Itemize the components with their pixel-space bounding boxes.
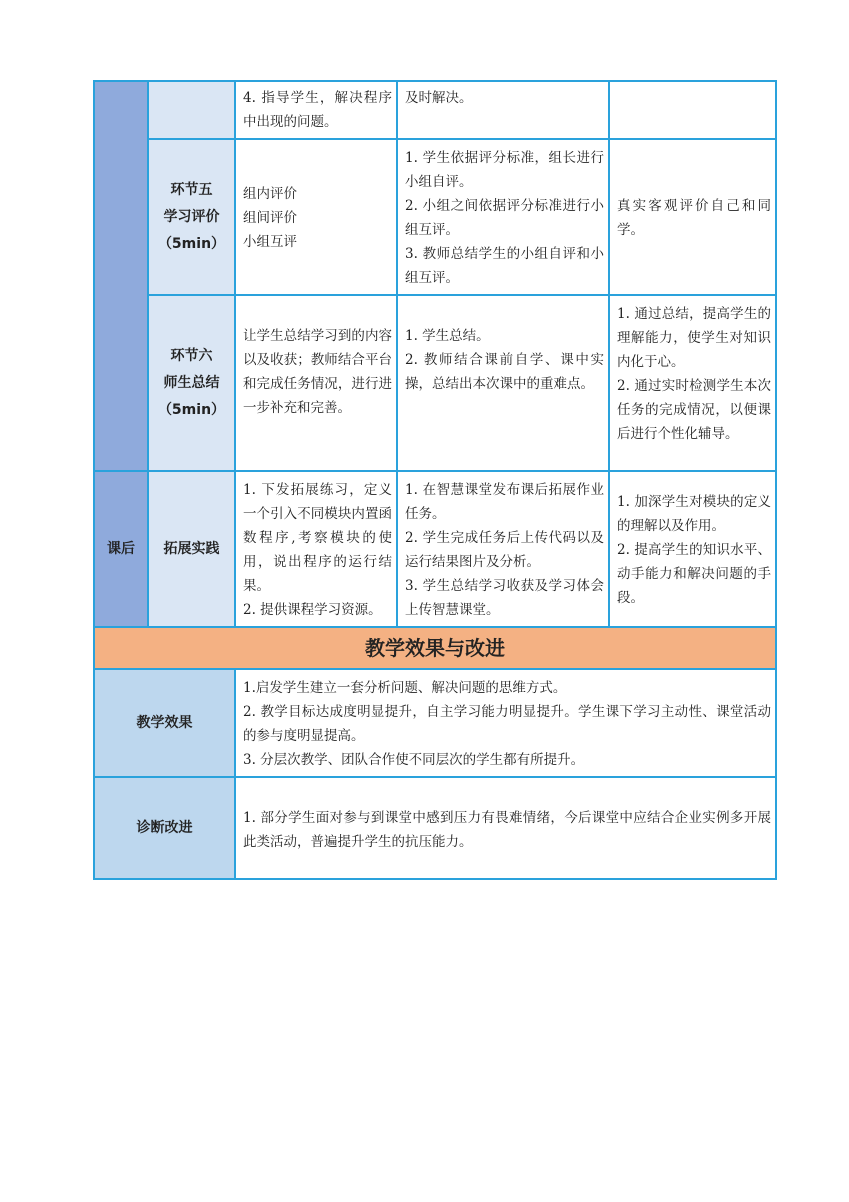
activity-cell (397, 471, 609, 627)
content-line: 小组互评 (243, 234, 297, 250)
stage-cell (148, 295, 235, 471)
intent-line: 2. 通过实时检测学生本次任务的完成情况，以便课后进行个性化辅导。 (617, 378, 771, 442)
effect-line: 1.启发学生建立一套分析问题、解决问题的思维方式。 (243, 680, 567, 696)
activity-line: 1. 在智慧课堂发布课后拓展作业任务。 (405, 482, 604, 522)
section-header-row (94, 627, 776, 669)
content-cell (235, 81, 397, 139)
activity-line: 2. 教师结合课前自学、课中实操，总结出本次课中的重难点。 (405, 352, 604, 392)
content-line: 组内评价 (243, 186, 297, 202)
phase-cell-continued (94, 81, 148, 471)
content-cell (235, 139, 397, 295)
content-line: 组间评价 (243, 210, 297, 226)
table-row (94, 139, 776, 295)
intent-cell (609, 81, 776, 139)
stage-title: 环节五 (170, 181, 213, 198)
improve-row (94, 777, 776, 879)
activity-line: 2. 小组之间依据评分标准进行小组互评。 (405, 198, 604, 238)
activity-line: 1. 学生依据评分标准，组长进行小组自评。 (405, 150, 604, 190)
table-row (94, 81, 776, 139)
activity-line: 2. 学生完成任务后上传代码以及运行结果图片及分析。 (405, 530, 604, 570)
phase-cell: 课后 (94, 471, 148, 627)
stage-duration: （5min） (157, 235, 226, 252)
intent-line: 1. 加深学生对模块的定义的理解以及作用。 (617, 494, 771, 534)
activity-line: 3. 学生总结学习收获及学习体会上传智慧课堂。 (405, 578, 604, 618)
table-row (94, 295, 776, 471)
stage-cell-empty (148, 81, 235, 139)
content-cell (235, 295, 397, 471)
stage-cell (148, 471, 235, 627)
content-line: 2. 提供课程学习资源。 (243, 602, 382, 618)
activity-cell (397, 295, 609, 471)
lesson-plan-table-page (93, 80, 775, 880)
intent-line: 真实客观评价自己和同学。 (617, 198, 771, 238)
activity-cell (397, 81, 609, 139)
activity-line: 及时解决。 (405, 90, 473, 106)
stage-duration: （5min） (157, 401, 226, 418)
content-cell (235, 471, 397, 627)
effect-line: 3. 分层次教学、团队合作使不同层次的学生都有所提升。 (243, 752, 585, 768)
effect-line: 2. 教学目标达成度明显提升，自主学习能力明显提升。学生课下学习主动性、课堂活动的参与度明显提高。 (243, 704, 771, 744)
stage-cell (148, 139, 235, 295)
intent-cell (609, 295, 776, 471)
effect-cell (235, 669, 776, 777)
stage-title: 环节六 (170, 347, 213, 364)
improve-label: 诊断改进 (94, 777, 235, 879)
improve-cell (235, 777, 776, 879)
section-title: 教学效果与改进 (94, 627, 776, 669)
lesson-plan-table (93, 80, 777, 880)
activity-line: 3. 教师总结学生的小组自评和小组互评。 (405, 246, 604, 286)
improve-line: 1. 部分学生面对参与到课堂中感到压力有畏难情绪，今后课堂中应结合企业实例多开展此类活动，普遍提升学生的抗压能力。 (243, 810, 771, 850)
table-row (94, 471, 776, 627)
content-line: 1. 下发拓展练习，定义一个引入不同模块内置函数程序,考察模块的使用，说出程序的运行结果。 (243, 482, 392, 594)
stage-subtitle: 学习评价 (163, 208, 220, 225)
intent-line: 1. 通过总结，提高学生的理解能力，使学生对知识内化于心。 (617, 306, 771, 370)
intent-cell (609, 139, 776, 295)
stage-subtitle: 师生总结 (163, 374, 220, 391)
activity-line: 1. 学生总结。 (405, 328, 490, 344)
stage-title: 拓展实践 (163, 540, 220, 557)
effect-label: 教学效果 (94, 669, 235, 777)
content-line: 让学生总结学习到的内容以及收获；教师结合平台和完成任务情况，进行进一步补充和完善。 (243, 328, 392, 416)
content-line: 4. 指导学生，解决程序中出现的问题。 (243, 90, 392, 130)
effect-row (94, 669, 776, 777)
intent-cell (609, 471, 776, 627)
activity-cell (397, 139, 609, 295)
intent-line: 2. 提高学生的知识水平、动手能力和解决问题的手段。 (617, 542, 771, 606)
